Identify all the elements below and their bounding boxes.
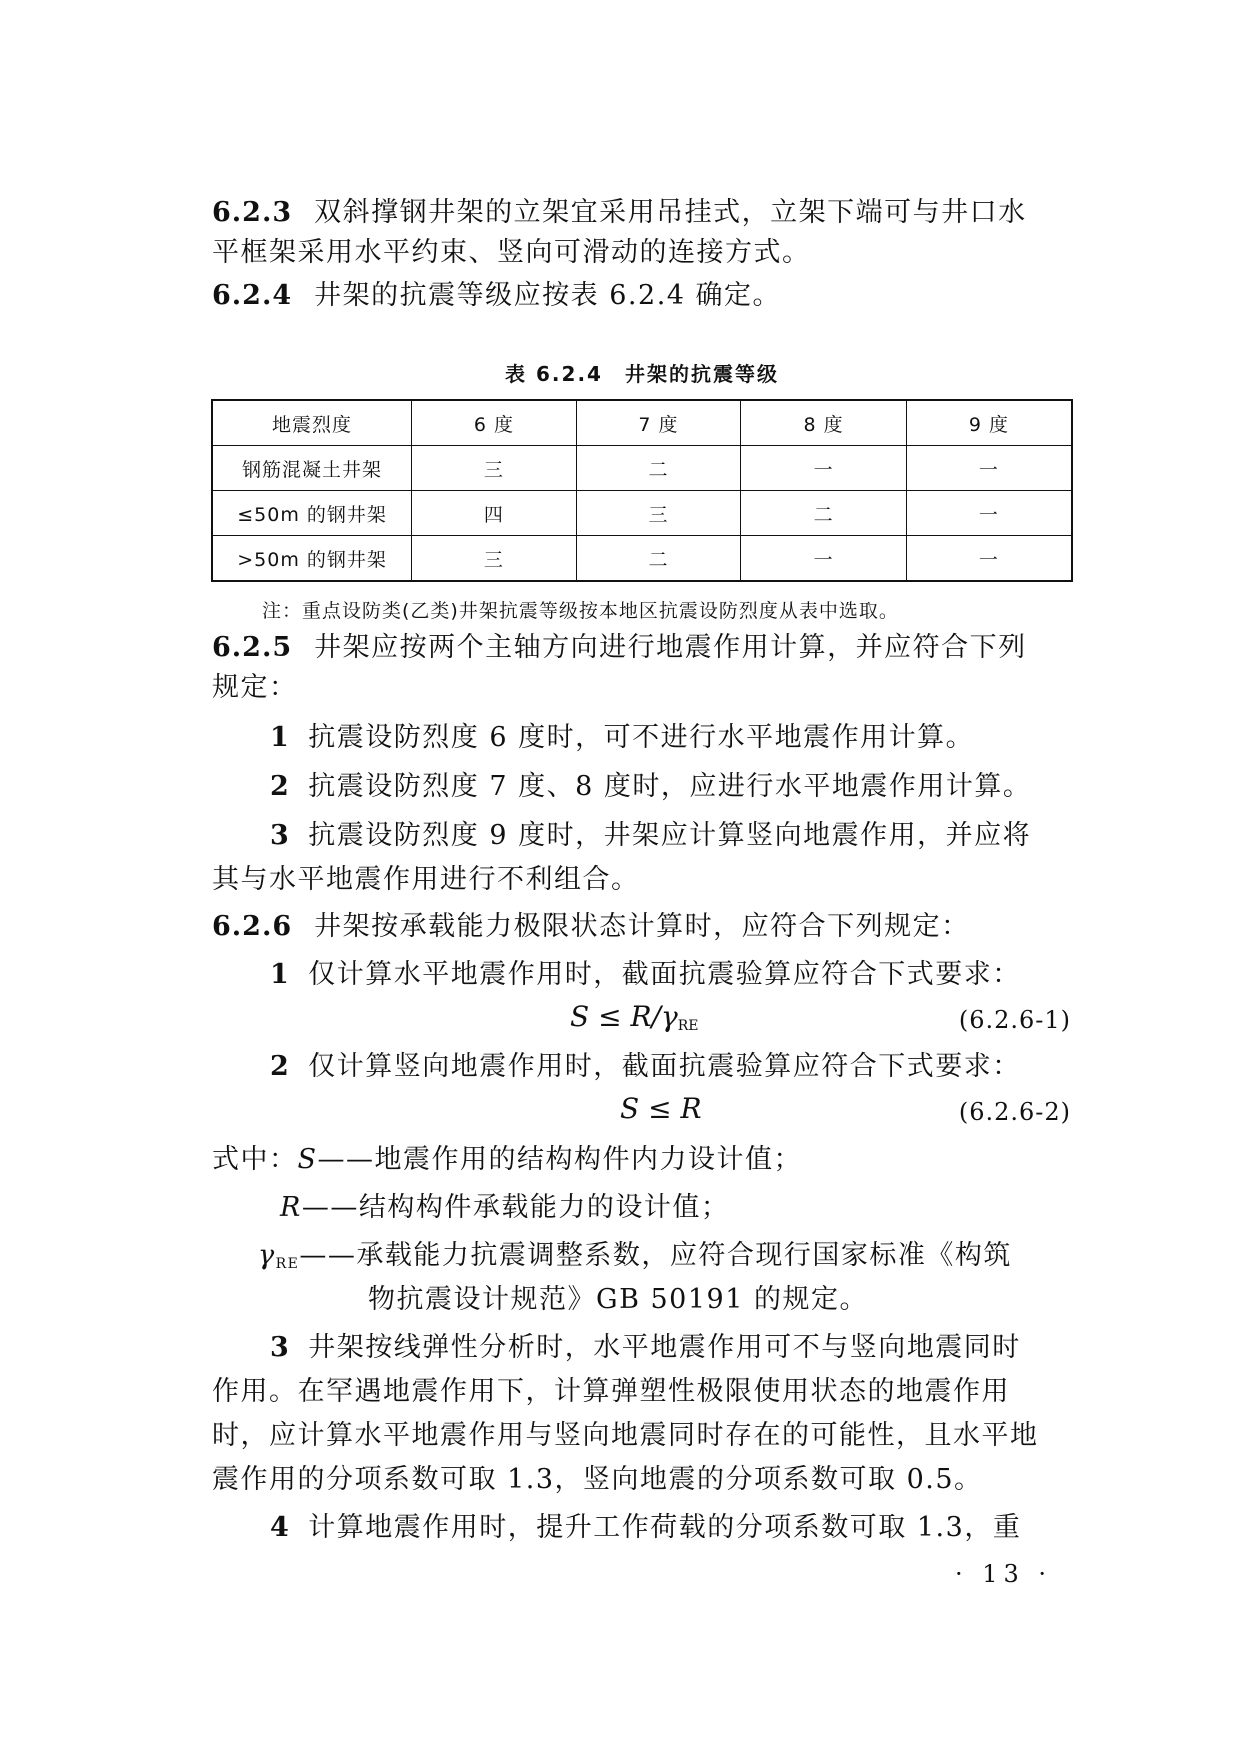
list-item	[270, 1508, 1130, 1548]
formula-subscript: RE	[677, 1018, 699, 1034]
list-item-continuation: 时，应计算水平地震作用与竖向地震同时存在的可能性，且水平地	[212, 1420, 1039, 1451]
item-number: 4	[270, 1512, 291, 1543]
table-cell: 钢筋混凝土井架	[212, 446, 412, 491]
table-cell: 一	[741, 446, 907, 491]
seismic-grade-table	[211, 399, 1073, 582]
item-number: 2	[270, 771, 291, 802]
list-item-continuation: 作用。在罕遇地震作用下，计算弹塑性极限使用状态的地震作用	[212, 1376, 1010, 1407]
definition: ——结构构件承载能力的设计值；	[301, 1192, 730, 1223]
header-cell: 地震烈度	[212, 400, 412, 446]
where-gamma	[258, 1236, 1118, 1284]
item-number: 1	[270, 959, 291, 990]
where-intro: 式中：	[212, 1144, 298, 1175]
table-cell: 一	[906, 446, 1072, 491]
symbol-subscript: RE	[275, 1256, 300, 1272]
list-item	[270, 1047, 1130, 1087]
list-item	[270, 767, 1130, 807]
clause-6-2-5-line1	[212, 628, 1072, 668]
list-item	[270, 816, 1130, 856]
symbol: S	[297, 1144, 318, 1175]
item-number: 1	[270, 722, 291, 753]
clause-text: 双斜撑钢井架的立架宜采用吊挂式，立架下端可与井口水	[314, 197, 1027, 228]
clause-text: 井架的抗震等级应按表 6.2.4 确定。	[314, 280, 782, 311]
header-cell: 6 度	[412, 400, 577, 446]
table-cell: >50m 的钢井架	[212, 536, 412, 582]
formula-number: (6.2.6-2)	[958, 1098, 1071, 1126]
item-text: 计算地震作用时，提升工作荷载的分项系数可取 1.3，重	[308, 1512, 1022, 1543]
where-s	[212, 1140, 1072, 1180]
table-cell: 一	[906, 491, 1072, 536]
clause-number: 6.2.6	[212, 911, 293, 942]
page-number: · 13 ·	[955, 1560, 1053, 1588]
formula-main: S ≤ R/γ	[570, 1000, 678, 1033]
formula-number: (6.2.6-1)	[958, 1006, 1071, 1034]
table-row	[212, 491, 1072, 536]
list-item	[270, 955, 1130, 995]
table-caption: 表 6.2.4 井架的抗震等级	[505, 362, 779, 386]
clause-number: 6.2.5	[212, 632, 293, 663]
header-cell: 8 度	[741, 400, 907, 446]
item-text: 井架按线弹性分析时，水平地震作用可不与竖向地震同时	[308, 1332, 1021, 1363]
table-header-row	[212, 400, 1072, 446]
item-text: 仅计算水平地震作用时，截面抗震验算应符合下式要求：	[308, 959, 1021, 990]
table-cell: 三	[576, 491, 741, 536]
item-number: 2	[270, 1051, 291, 1082]
formula-6-2-6-1	[570, 1000, 698, 1034]
clause-number: 6.2.3	[212, 197, 293, 228]
list-item	[270, 718, 1130, 758]
clause-6-2-3-line2: 平框架采用水平约束、竖向可滑动的连接方式。	[212, 237, 811, 268]
definition: ——地震作用的结构构件内力设计值；	[317, 1144, 802, 1175]
header-cell: 7 度	[576, 400, 741, 446]
clause-6-2-6	[212, 907, 1072, 947]
table-cell: 四	[412, 491, 577, 536]
item-text: 抗震设防烈度 9 度时，井架应计算竖向地震作用，并应将	[308, 820, 1032, 851]
item-text: 仅计算竖向地震作用时，截面抗震验算应符合下式要求：	[308, 1051, 1021, 1082]
list-item	[270, 1328, 1130, 1368]
table-cell: 二	[741, 491, 907, 536]
symbol: γ	[258, 1240, 276, 1271]
clause-number: 6.2.4	[212, 280, 293, 311]
item-text: 抗震设防烈度 6 度时，可不进行水平地震作用计算。	[308, 722, 975, 753]
item-number: 3	[270, 1332, 291, 1363]
table-cell: 一	[741, 536, 907, 582]
list-item-continuation: 其与水平地震作用进行不利组合。	[212, 864, 640, 895]
header-cell: 9 度	[906, 400, 1072, 446]
table-cell: 二	[576, 446, 741, 491]
table-cell: 一	[906, 536, 1072, 582]
table-note: 注：重点设防类(乙类)井架抗震等级按本地区抗震设防烈度从表中选取。	[262, 600, 899, 622]
table-cell: 二	[576, 536, 741, 582]
table-row	[212, 536, 1072, 582]
clause-6-2-3-line1	[212, 193, 1072, 233]
table-cell: 三	[412, 536, 577, 582]
where-r	[280, 1188, 1140, 1228]
table-row	[212, 446, 1072, 491]
item-text: 抗震设防烈度 7 度、8 度时，应进行水平地震作用计算。	[308, 771, 1032, 802]
table-cell: ≤50m 的钢井架	[212, 491, 412, 536]
clause-6-2-5-line2: 规定：	[212, 672, 298, 703]
definition: ——承载能力抗震调整系数，应符合现行国家标准《构筑	[299, 1240, 1012, 1271]
formula-6-2-6-2: S ≤ R	[620, 1092, 702, 1125]
table-cell: 三	[412, 446, 577, 491]
item-number: 3	[270, 820, 291, 851]
clause-text: 井架应按两个主轴方向进行地震作用计算，并应符合下列	[314, 632, 1027, 663]
list-item-continuation: 震作用的分项系数可取 1.3，竖向地震的分项系数可取 0.5。	[212, 1464, 983, 1495]
where-gamma-cont: 物抗震设计规范》GB 50191 的规定。	[368, 1284, 868, 1315]
clause-6-2-4	[212, 276, 1072, 316]
symbol: R	[280, 1192, 302, 1223]
clause-text: 井架按承载能力极限状态计算时，应符合下列规定：	[314, 911, 970, 942]
